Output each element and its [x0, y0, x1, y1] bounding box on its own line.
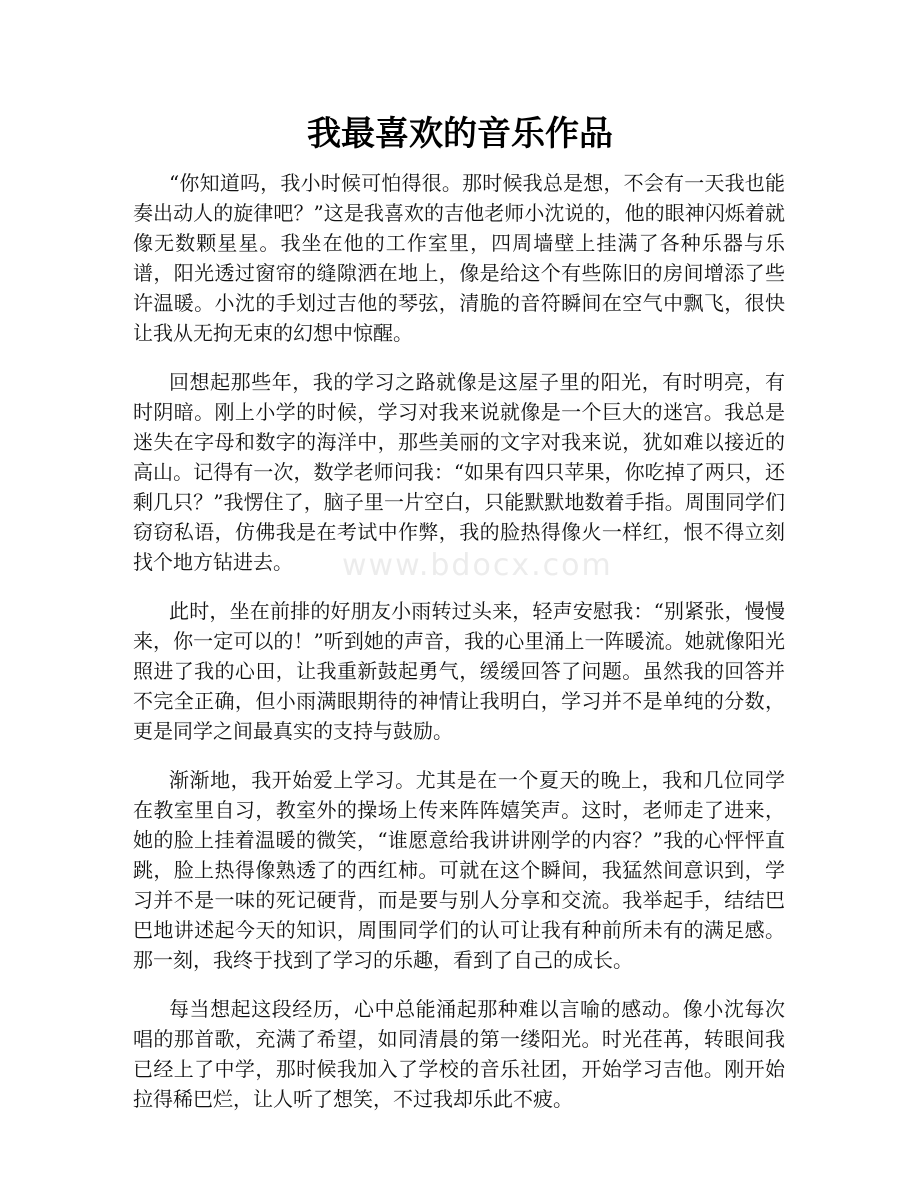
watermark: www.bdocx.com	[342, 548, 613, 583]
paragraph-1: “你知道吗，我小时候可怕得很。那时候我总是想，不会有一天我也能奏出动人的旋律吧？”这是我喜欢的吉他老师小沈说的，他的眼神闪烁着就像无数颗星星。我坐在他的工作室里，四周墙壁上挂满了各种乐器与乐谱，阳光透过窗帘的缝隙洒在地上，像是给这个有些陈旧的房间增添了些许温暖。小沈的手划过吉他的琴弦，清脆的音符瞬间在空气中飘飞，很快让我从无拘无束的幻想中惊醒。	[133, 171, 785, 345]
paragraph-3: 此时，坐在前排的好朋友小雨转过头来，轻声安慰我：“别紧张，慢慢来，你一定可以的！”听到她的声音，我的心里涌上一阵暖流。她就像阳光照进了我的心田，让我重新鼓起勇气，缓缓回答了问题。虽然我的回答并不完全正确，但小雨满眼期待的神情让我明白，学习并不是单纯的分数，更是同学之间最真实的支持与鼓励。	[133, 599, 785, 743]
page-title: 我最喜欢的音乐作品	[307, 114, 613, 154]
paragraph-5: 每当想起这段经历，心中总能涌起那种难以言喻的感动。像小沈每次唱的那首歌，充满了希望，如同清晨的第一缕阳光。时光荏苒，转眼间我已经上了中学，那时候我加入了学校的音乐社团，开始学习吉他。刚开始拉得稀巴烂，让人听了想笑，不过我却乐此不疲。	[133, 997, 785, 1111]
paragraph-2: 回想起那些年，我的学习之路就像是这屋子里的阳光，有时明亮，有时阴暗。刚上小学的时候，学习对我来说就像是一个巨大的迷宫。我总是迷失在字母和数字的海洋中，那些美丽的文字对我来说，犹如难以接近的高山。记得有一次，数学老师问我：“如果有四只苹果，你吃掉了两只，还剩几只？”我愣住了，脑子里一片空白，只能默默地数着手指。周围同学们窃窃私语，仿佛我是在考试中作弊，我的脸热得像火一样红，恨不得立刻找个地方钻进去。	[133, 370, 785, 574]
article-body	[133, 168, 785, 1133]
paragraph-4: 渐渐地，我开始爱上学习。尤其是在一个夏天的晚上，我和几位同学在教室里自习，教室外的操场上传来阵阵嬉笑声。这时，老师走了进来，她的脸上挂着温暖的微笑，“谁愿意给我讲讲刚学的内容？”我的心怦怦直跳，脸上热得像熟透了的西红柿。可就在这个瞬间，我猛然间意识到，学习并不是一味的死记硬背，而是要与别人分享和交流。我举起手，结结巴巴地讲述起今天的知识，周围同学们的认可让我有种前所未有的满足感。那一刻，我终于找到了学习的乐趣，看到了自己的成长。	[133, 768, 785, 972]
